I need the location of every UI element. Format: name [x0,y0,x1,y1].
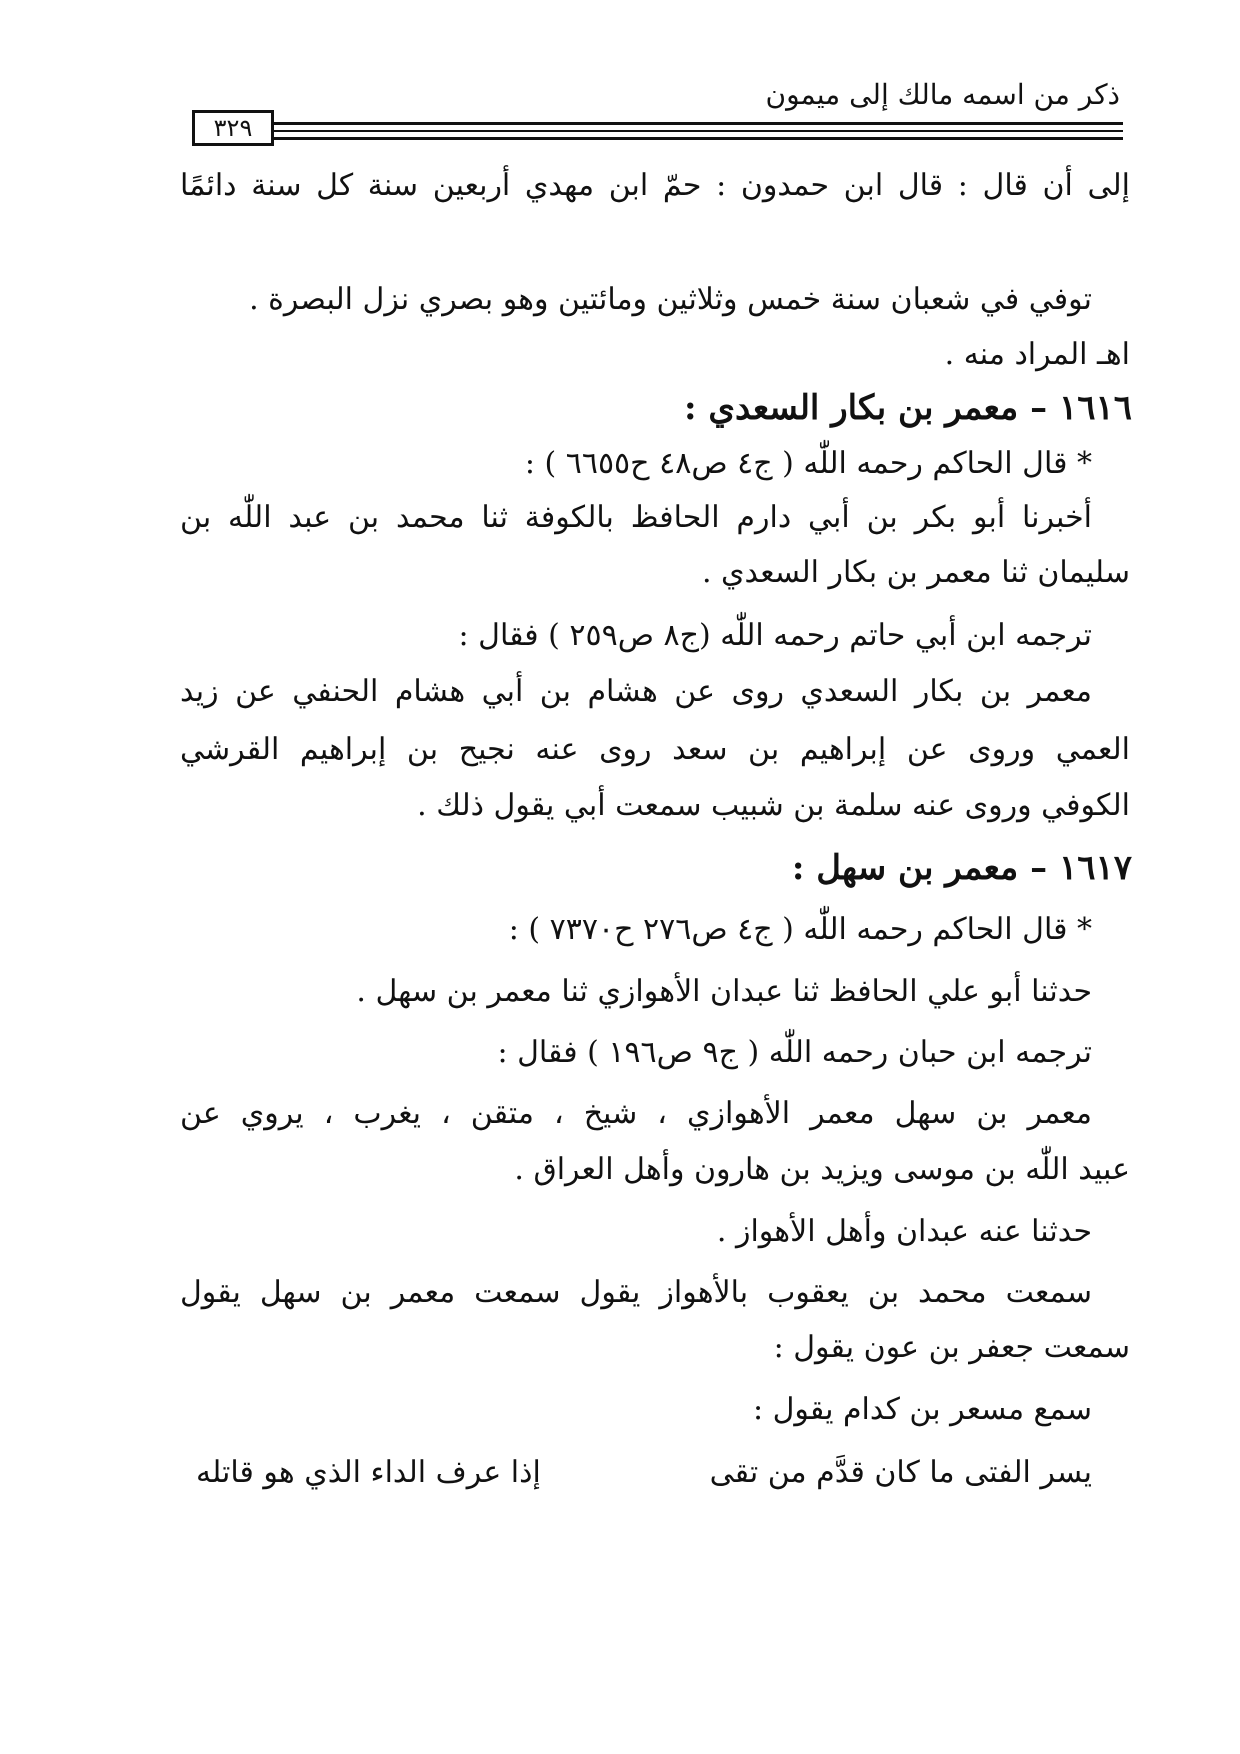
body-line: حدثنا أبو علي الحافظ ثنا عبدان الأهوازي ثنا معمر بن سهل . [356,974,1092,1009]
header-rule-middle [268,130,1123,132]
verse-first-hemistich: يسر الفتى ما كان قدَّم من تقى [709,1455,1092,1490]
body-line: سمع مسعر بن كدام يقول : [752,1392,1092,1427]
body-line: سمعت محمد بن يعقوب بالأهواز يقول سمعت معمر بن سهل يقول [180,1275,1092,1310]
body-line: إلى أن قال : قال ابن حمدون : حمّ ابن مهدي أربعين سنة كل سنة دائمًا [180,168,1130,203]
body-line: معمر بن بكار السعدي روى عن هشام بن أبي هشام الحنفي عن زيد [180,674,1092,709]
body-line: الكوفي وروى عنه سلمة بن شبيب سمعت أبي يقول ذلك . [417,788,1130,823]
body-line: اهـ المراد منه . [944,337,1130,372]
verse-second-hemistich: إذا عرف الداء الذي هو قاتله [196,1455,541,1490]
body-line: حدثنا عنه عبدان وأهل الأهواز . [716,1214,1092,1249]
body-line: عبيد اللّٰه بن موسى ويزيد بن هارون وأهل العراق . [514,1152,1130,1187]
body-line: أخبرنا أبو بكر بن أبي دارم الحافظ بالكوفة ثنا محمد بن عبد اللّٰه بن [180,500,1092,535]
page-number: ٣٢٩ [192,110,274,146]
body-line: * قال الحاكم رحمه اللّٰه ( ج٤ ص٢٧٦ ح٧٣٧٠ ) : [508,912,1092,947]
body-line: ترجمه ابن أبي حاتم رحمه اللّٰه (ج٨ ص٢٥٩ ) فقال : [458,618,1092,653]
body-line: سمعت جعفر بن عون يقول : [773,1330,1130,1365]
entry-heading-1617: ١٦١٧ – معمر بن سهل : [791,848,1132,888]
header-rule-top [268,122,1123,125]
body-line: سليمان ثنا معمر بن بكار السعدي . [701,555,1130,590]
running-header-title: ذكر من اسمه مالك إلى ميمون [765,78,1120,111]
body-line: توفي في شعبان سنة خمس وثلاثين ومائتين وهو بصري نزل البصرة . [249,282,1092,317]
header-rule-bottom [268,137,1123,140]
body-line: * قال الحاكم رحمه اللّٰه ( ج٤ ص٤٨ ح٦٦٥٥ ) : [524,446,1092,481]
entry-heading-1616: ١٦١٦ – معمر بن بكار السعدي : [683,388,1132,428]
body-line: معمر بن سهل معمر الأهوازي ، شيخ ، متقن ، يغرب ، يروي عن [180,1096,1092,1131]
body-line: العمي وروى عن إبراهيم بن سعد روى عنه نجيح بن إبراهيم القرشي [180,732,1130,767]
body-line: ترجمه ابن حبان رحمه اللّٰه ( ج٩ ص١٩٦ ) فقال : [497,1035,1092,1070]
